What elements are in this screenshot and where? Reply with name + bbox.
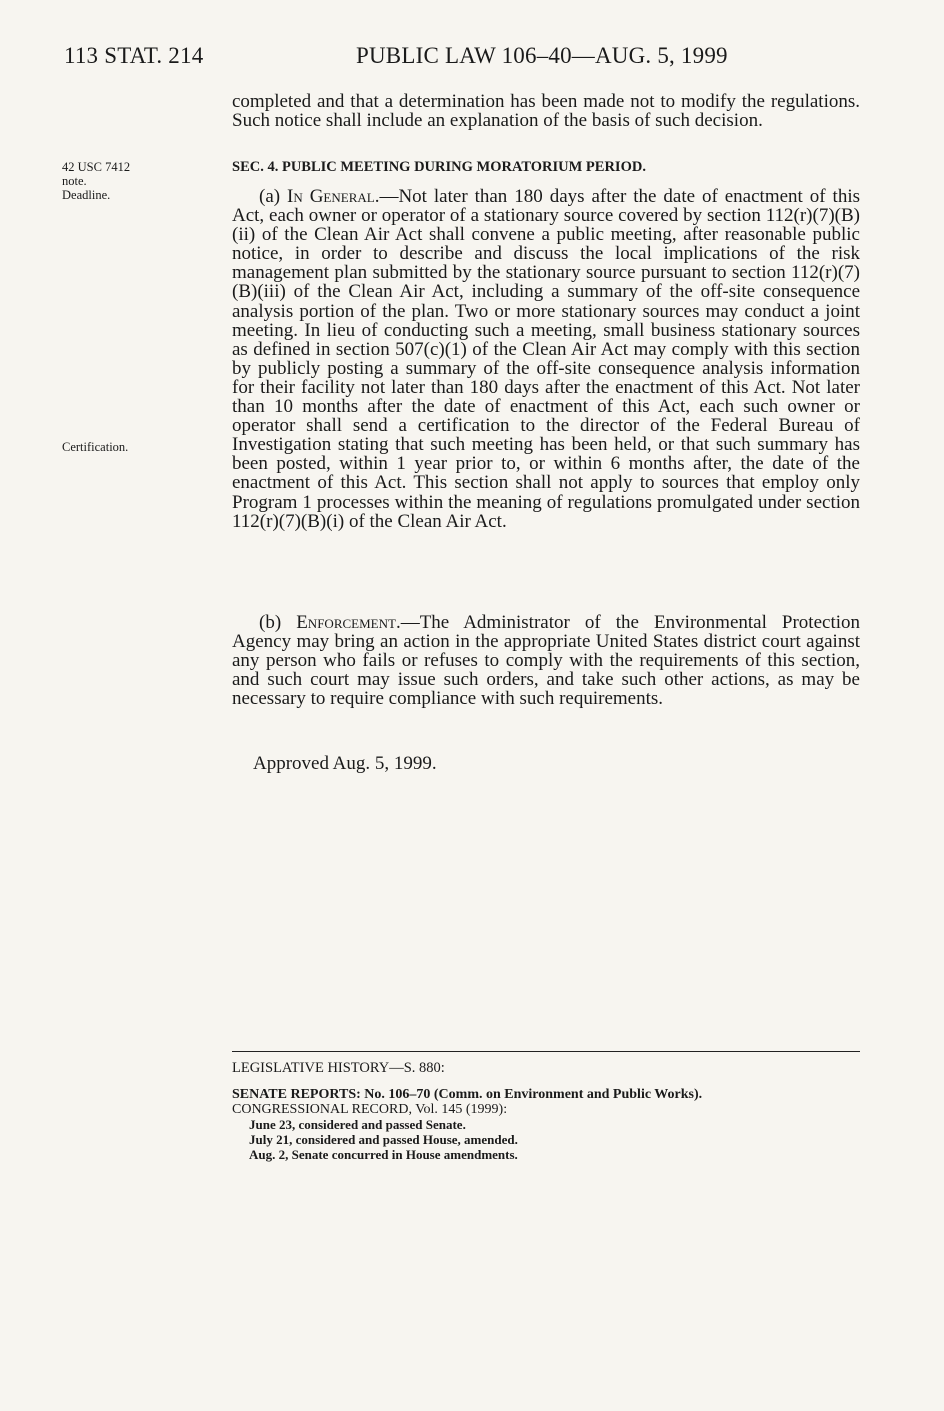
subsection-a-label: (a): [259, 186, 288, 207]
margin-note-usc-citation: 42 USC 7412: [62, 160, 131, 174]
senate-reports: SENATE REPORTS: No. 106–70 (Comm. on Environment and Public Works).: [232, 1087, 703, 1102]
legislative-history-rule: [232, 1051, 860, 1052]
subsection-a-text: Not later than 180 days after the date of enactment of this Act, each owner or operator of a stationary source covered by section 112(r)(7)(B)(ii) of the Clean Air Act shall convene a public meeting, after reasonable public notice, in order to describe and discuss the local implications of the risk management plan submitted by the stationary source pursuant to section 112(r)(7)(B)(iii) of the Clean Air Act, including a summary of the off-site consequence analysis portion of the plan. Two or more stationary sources may conduct a joint meeting. In lieu of conducting such a meeting, small business stationary sources as defined in section 507(c)(1) of the Clean Air Act may comply with this section by publicly posting a summary of the off-site consequence analysis information for their facility not later than 180 days after the enactment of this Act. Not later than 10 months after the date of enactment of this Act, each such owner or operator shall send a certification to the director of the Federal Bureau of Investigation stating that such meeting has been held, or that such summary has been posted, within 1 year prior to, or within 6 months after, the date of the enactment of this Act. This section shall not apply to sources that employ only Program 1 processes within the meaning of regulations promulgated under section 112(r)(7)(B)(i) of the Clean Air Act.: [232, 186, 860, 532]
subsection-a-separator: .—: [374, 186, 399, 207]
margin-note-deadline: Deadline.: [62, 188, 111, 202]
section-heading: SEC. 4. PUBLIC MEETING DURING MORATORIUM PERIOD.: [232, 159, 646, 175]
history-entry: June 23, considered and passed Senate.: [249, 1117, 466, 1132]
statute-page-reference: 113 STAT. 214: [64, 43, 204, 68]
subsection-b-label: (b): [259, 612, 297, 633]
approval-date: Approved Aug. 5, 1999.: [253, 753, 437, 774]
page-header: [64, 38, 784, 74]
history-entry: Aug. 2, Senate concurred in House amendments.: [249, 1147, 518, 1162]
subsection-b-separator: .—: [395, 612, 420, 633]
subsection-b: [232, 613, 860, 708]
margin-note-certification: Certification.: [62, 440, 129, 454]
continuation-paragraph: completed and that a determination has been made not to modify the regulations. Such notice shall include an explanation of the basis of such decision.: [232, 91, 860, 132]
margin-note-note: note.: [62, 174, 87, 188]
margin-note-usc: [62, 160, 202, 202]
subsection-a: [232, 187, 860, 531]
congressional-record: CONGRESSIONAL RECORD, Vol. 145 (1999):: [232, 1102, 508, 1117]
public-law-title: PUBLIC LAW 106–40—AUG. 5, 1999: [356, 43, 728, 68]
history-entry: July 21, considered and passed House, amended.: [249, 1132, 518, 1147]
legislative-history-title: LEGISLATIVE HISTORY—S. 880:: [232, 1060, 445, 1076]
subsection-a-caption: In General: [287, 186, 375, 207]
subsection-b-text: The Administrator of the Environmental Protection Agency may bring an action in the appropriate United States district court against any person who fails or refuses to comply with the requirements of this section, and such court may issue such orders, and take such other actions, as may be necessary to require compliance with such requirements.: [232, 612, 861, 710]
subsection-b-caption: Enforcement: [296, 612, 396, 633]
